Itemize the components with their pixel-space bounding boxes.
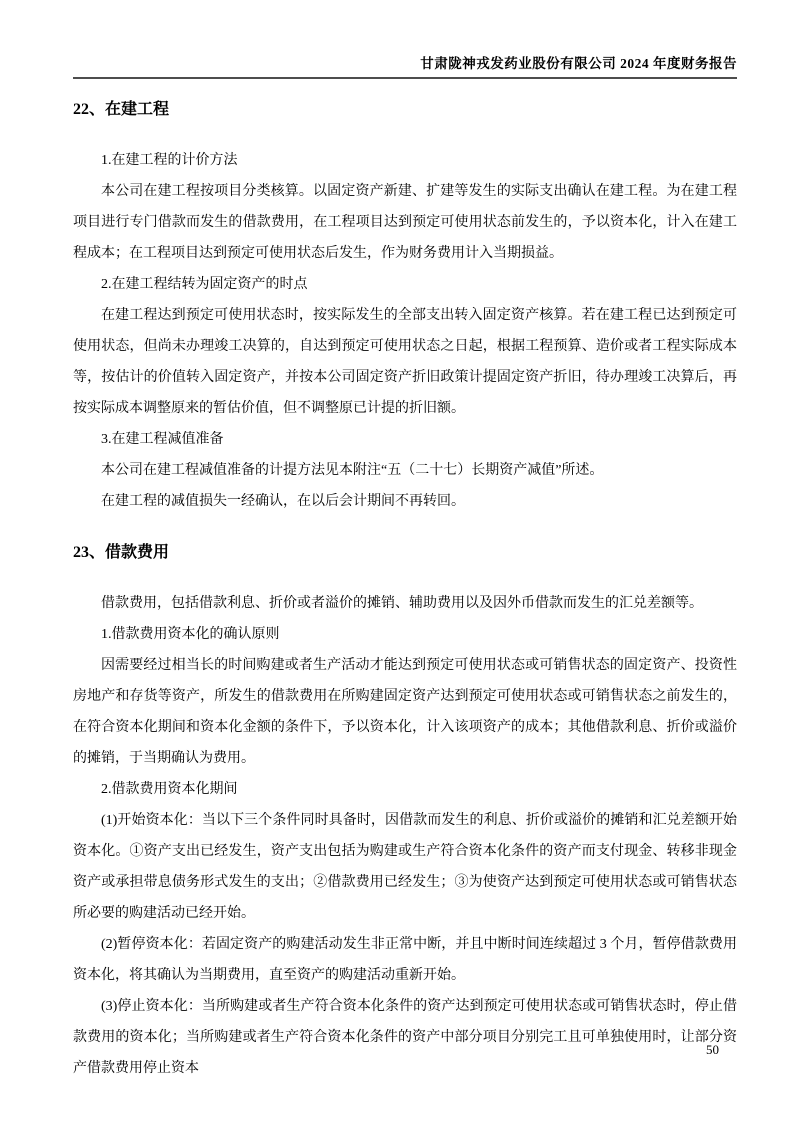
section-22-paragraph-2: 在建工程达到预定可使用状态时，按实际发生的全部支出转入固定资产核算。若在建工程已达到预定可使用状态，但尚未办理竣工决算的，自达到预定可使用状态之日起，根据工程预算、造价或者工程实际成本等，按估计的价值转入固定资产，并按本公司固定资产折旧政策计提固定资产折旧，待办理竣工决算后，再按实际成本调整原来的暂估价值，但不调整原已计提的折旧额。 <box>73 308 737 416</box>
report-header-title: 甘肃陇神戎发药业股份有限公司 2024 年度财务报告 <box>420 56 737 71</box>
section-22-subheading-1: 1.在建工程的计价方法 <box>101 153 238 168</box>
section-22-paragraph-3: 本公司在建工程减值准备的计提方法见本附注“五（二十七）长期资产减值”所述。 <box>101 463 604 478</box>
section-23-heading: 23、借款费用 <box>73 544 170 561</box>
section-23-subheading-1: 1.借款费用资本化的确认原则 <box>101 627 280 642</box>
section-23-paragraph-1: 借款费用，包括借款利息、折价或者溢价的摊销、辅助费用以及因外币借款而发生的汇兑差额等。 <box>101 596 703 611</box>
section-23-subheading-2: 2.借款费用资本化期间 <box>101 782 238 797</box>
section-23-paragraph-3: (1)开始资本化：当以下三个条件同时具备时，因借款而发生的利息、折价或溢价的摊销和汇兑差额开始资本化。①资产支出已经发生，资产支出包括为购建或生产符合资本化条件的资产而支付现金、转移非现金资产或承担带息债务形式发生的支出；②借款费用已经发生；③为使资产达到预定可使用状态或可销售状态所必要的购建活动已经开始。 <box>73 813 737 921</box>
section-22-heading: 22、在建工程 <box>73 101 170 118</box>
section-23-paragraph-5: (3)停止资本化：当所购建或者生产符合资本化条件的资产达到预定可使用状态或可销售状态时，停止借款费用的资本化；当所购建或者生产符合资本化条件的资产中部分项目分别完工且可单独使用时，让部分资产借款费用停止资本 <box>73 999 737 1076</box>
page-header <box>73 0 737 79</box>
section-23-paragraph-4: (2)暂停资本化：若固定资产的购建活动发生非正常中断，并且中断时间连续超过 3 个月，暂停借款费用资本化，将其确认为当期费用，直至资产的购建活动重新开始。 <box>73 937 737 983</box>
section-22-subheading-2: 2.在建工程结转为固定资产的时点 <box>101 277 308 292</box>
section-22-paragraph-4: 在建工程的减值损失一经确认，在以后会计期间不再转回。 <box>101 494 465 509</box>
page-number: 50 <box>706 1042 719 1057</box>
document-content <box>73 82 737 1084</box>
section-22-paragraph-1: 本公司在建工程按项目分类核算。以固定资产新建、扩建等发生的实际支出确认在建工程。为在建工程项目进行专门借款而发生的借款费用，在工程项目达到预定可使用状态前发生的，予以资本化，计入在建工程成本；在工程项目达到预定可使用状态后发生，作为财务费用计入当期损益。 <box>73 184 737 261</box>
section-23-paragraph-2: 因需要经过相当长的时间购建或者生产活动才能达到预定可使用状态或可销售状态的固定资产、投资性房地产和存货等资产，所发生的借款费用在所购建固定资产达到预定可使用状态或可销售状态之前发生的，在符合资本化期间和资本化金额的条件下，予以资本化，计入该项资产的成本；其他借款利息、折价或溢价的摊销，于当期确认为费用。 <box>73 658 737 766</box>
section-22-subheading-3: 3.在建工程减值准备 <box>101 432 224 447</box>
